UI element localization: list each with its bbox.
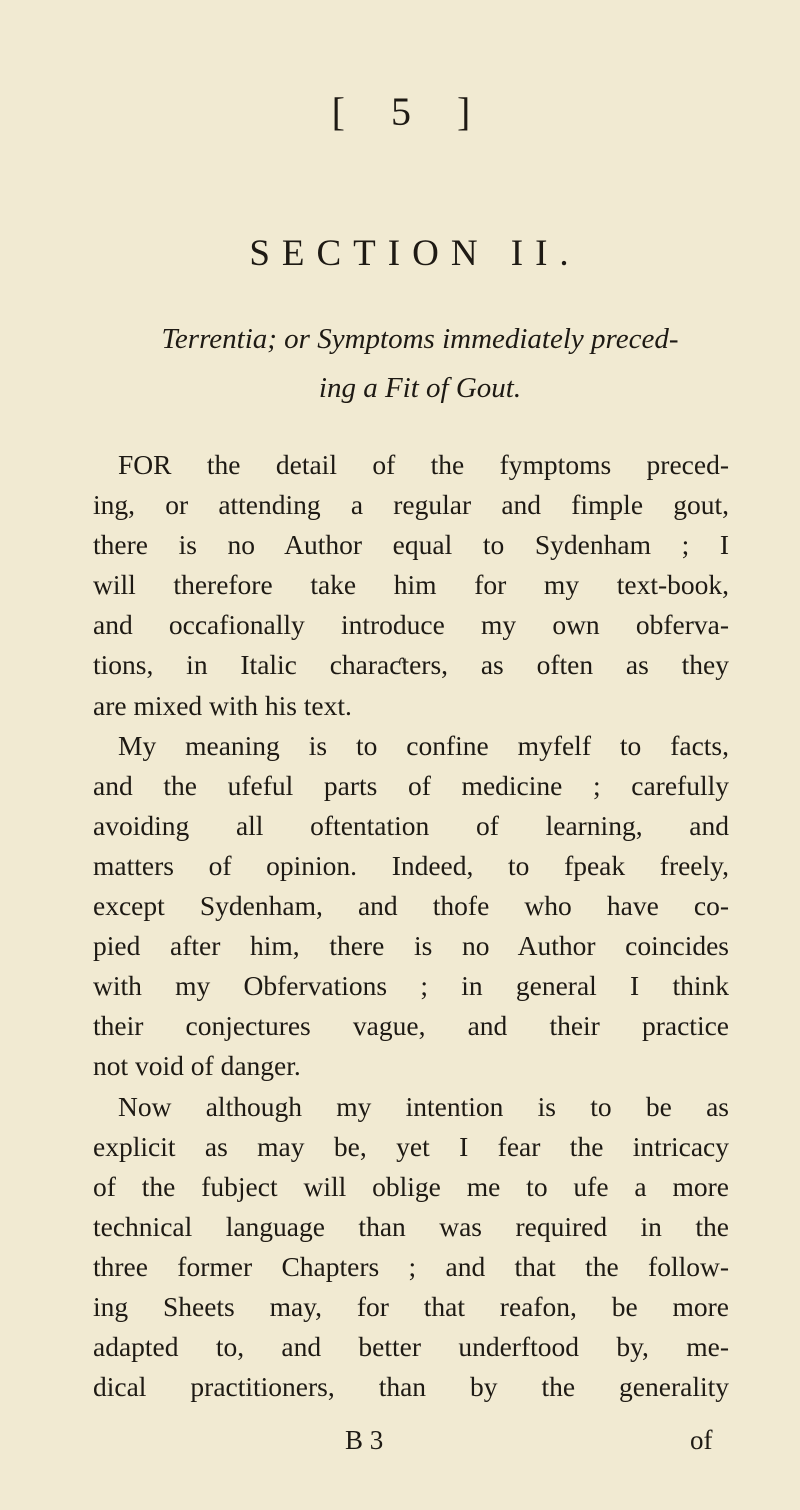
subtitle-line-2: ing a Fit of Gout. xyxy=(318,372,522,404)
text-line: matters of opinion. Indeed, to fpeak freely, xyxy=(93,849,729,881)
text-line: pied after him, there is no Author coincides xyxy=(93,930,729,962)
text-line: tions, in Italic charaƈters, as often as they xyxy=(93,649,729,681)
text-line: not void of danger. xyxy=(93,1050,301,1082)
text-line: will therefore take him for my text-book, xyxy=(93,569,729,601)
text-line: Now although my intention is to be as xyxy=(118,1090,729,1122)
signature-mark: B 3 xyxy=(345,1425,384,1455)
text-line: avoiding all oftentation of learning, and xyxy=(93,809,729,841)
section-heading: SECTION II. xyxy=(249,233,581,274)
page-footer xyxy=(0,1425,800,1465)
text-line: their conjectures vague, and their practice xyxy=(93,1010,729,1042)
text-line: there is no Author equal to Sydenham ; I xyxy=(93,529,729,561)
text-line: explicit as may be, yet I fear the intricacy xyxy=(93,1130,729,1162)
text-line: with my Obfervations ; in general I think xyxy=(93,970,729,1002)
text-line: and occafionally introduce my own obferva- xyxy=(93,609,729,641)
page-number: [ 5 ] xyxy=(331,89,489,134)
text-line: ing Sheets may, for that reafon, be more xyxy=(93,1290,729,1322)
text-line: ing, or attending a regular and fimple gout, xyxy=(93,489,729,521)
text-line: and the ufeful parts of medicine ; carefully xyxy=(93,769,729,801)
text-line: My meaning is to confine myfelf to facts, xyxy=(118,729,729,761)
catchword: of xyxy=(690,1425,713,1455)
section-subtitle xyxy=(100,315,740,413)
text-line: technical language than was required in the xyxy=(93,1210,729,1242)
subtitle-line-1: Terrentia; or Symptoms immediately preced- xyxy=(161,323,679,355)
text-line: three former Chapters ; and that the follow- xyxy=(93,1250,729,1282)
text-line: FOR the detail of the fymptoms preced- xyxy=(118,449,729,480)
text-line: are mixed with his text. xyxy=(93,689,352,721)
text-line: except Sydenham, and thofe who have co- xyxy=(93,890,729,922)
text-line: adapted to, and better underftood by, me- xyxy=(93,1331,729,1363)
text-line: of the fubject will oblige me to ufe a more xyxy=(93,1170,729,1202)
text-line: dical practitioners, than by the generality xyxy=(93,1371,729,1403)
body-text xyxy=(93,445,729,1407)
